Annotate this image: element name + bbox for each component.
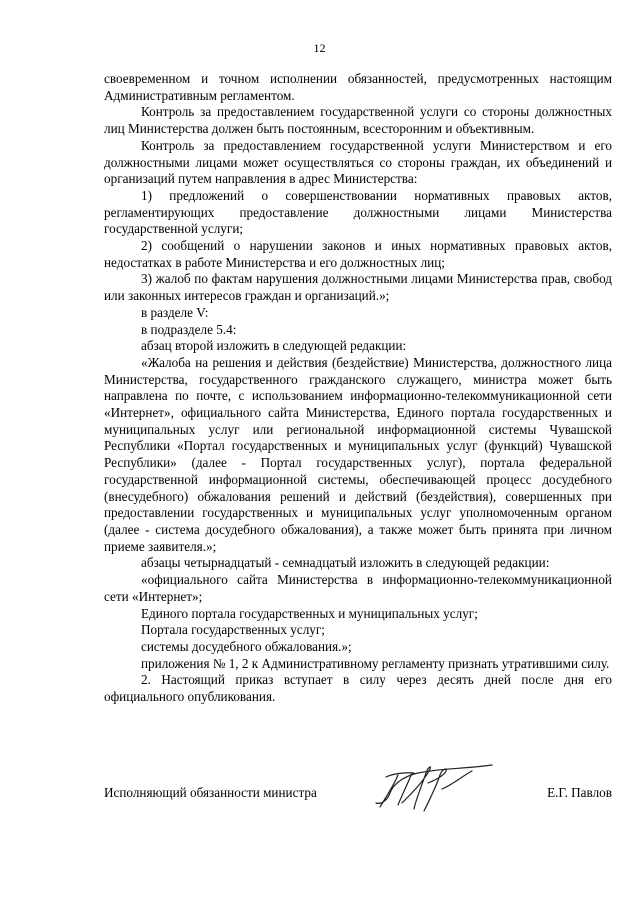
paragraph: 3) жалоб по фактам нарушения должностными лицами Министерства прав, свобод или законных интересов граждан и организаций.»; <box>104 271 612 304</box>
signatory-name: Е.Г. Павлов <box>547 785 612 800</box>
paragraph: 1) предложений о совершенствовании нормативных правовых актов, регламентирующих предоставление должностными лицами Министерства государственной услуги; <box>104 187 612 237</box>
paragraph: абзац второй изложить в следующей редакции: <box>141 338 407 354</box>
paragraph: 2) сообщений о нарушении законов и иных нормативных правовых актов, недостатках в работе Министерства и его должностных лиц; <box>104 238 612 270</box>
paragraph: системы досудебного обжалования.»; <box>141 638 352 654</box>
paragraph: в подразделе 5.4: <box>141 321 237 337</box>
document-body <box>104 71 612 706</box>
paragraph: Контроль за предоставлением государственной услуги Министерством и его должностными лицами может осуществляться со стороны граждан, их объединений и организаций путем направления в адрес Министерства: <box>104 137 612 187</box>
paragraph: Портала государственных услуг; <box>141 622 325 638</box>
paragraph: 2. Настоящий приказ вступает в силу через десять дней после дня его официального опубликования. <box>104 672 612 705</box>
handwritten-signature <box>372 759 504 819</box>
paragraph: приложения № 1, 2 к Административному регламенту признать утратившими силу. <box>141 655 610 671</box>
signatory-position: Исполняющий обязанности министра <box>104 785 317 800</box>
paragraph: Контроль за предоставлением государственной услуги со стороны должностных лиц Министерства должен быть постоянным, всесторонним и объективным. <box>104 104 612 137</box>
paragraph: абзацы четырнадцатый - семнадцатый изложить в следующей редакции: <box>141 555 550 571</box>
paragraph: «Жалоба на решения и действия (бездействие) Министерства, должностного лица Министерства, государственного гражданского служащего, министра может быть направлена по почте, с использованием информационно-телекоммуникационной сети «Интернет», официального сайта Министерства, Единого портала государственных и муниципальных услуг или региональной информационной системы Чувашской Республики «Портал государственных и муниципальных услуг (функций) Чувашской Республики» (далее - Портал государственных услуг), портала федеральной государственной информационной системы, обеспечивающей процесс досудебного (внесудебного) обжалования решений и действий (бездействия), совершенных при предоставлении государственных и муниципальных услуг уполномоченным органом (далее - система досудебного обжалования), а также может быть принята при личном приеме заявителя.»; <box>104 354 612 554</box>
paragraph: своевременном и точном исполнении обязанностей, предусмотренных настоящим Административным регламентом. <box>104 71 612 103</box>
paragraph: «официального сайта Министерства в информационно-телекоммуникационной сети «Интернет»; <box>104 572 612 604</box>
signature-block <box>104 759 612 819</box>
paragraph: в разделе V: <box>141 304 209 320</box>
page-number: 12 <box>313 41 326 55</box>
paragraph: Единого портала государственных и муниципальных услуг; <box>141 605 478 621</box>
